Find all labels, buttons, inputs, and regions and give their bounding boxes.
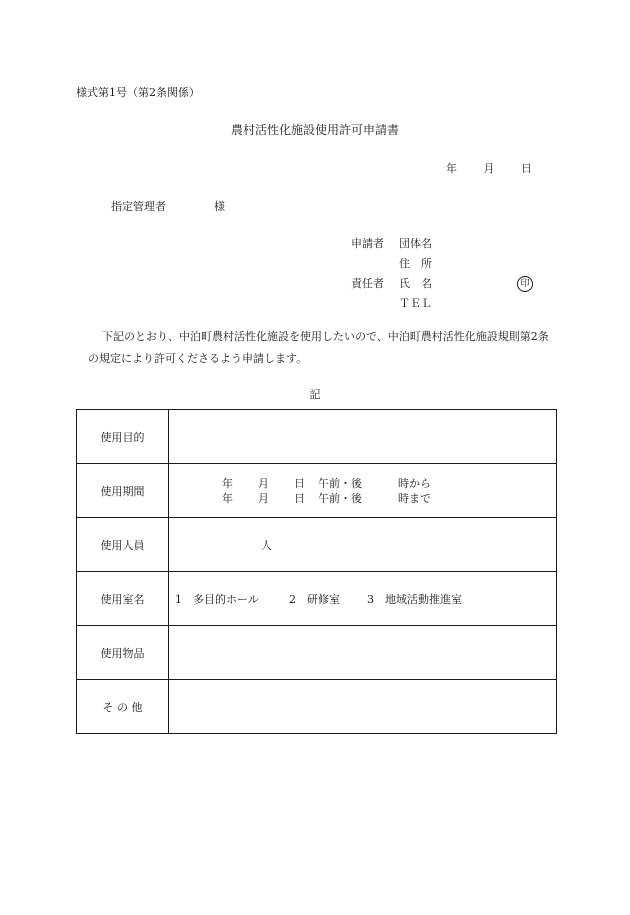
applicant-tel-row: [351, 294, 533, 314]
responsible-label: 責任者: [351, 277, 384, 290]
addressee-name: 指定管理者: [111, 200, 166, 213]
date-month: 月: [483, 162, 495, 175]
people-field[interactable]: [169, 518, 557, 572]
date-year: 年: [446, 162, 457, 175]
addressee: [111, 198, 225, 214]
other-field[interactable]: [169, 680, 557, 734]
period-from-line: [175, 476, 556, 491]
period-to-day: 日: [294, 491, 305, 505]
ki-heading: 記: [309, 388, 321, 401]
document-title: 農村活性化施設使用許可申請書: [230, 123, 399, 137]
name-label: 氏 名: [399, 277, 432, 290]
items-label: 使用物品: [77, 626, 169, 680]
people-label: 使用人員: [77, 518, 169, 572]
request-body-text: 下記のとおり、中泊町農村活性化施設を使用したいので、中泊町農村活性化施設規則第2条の規定により許可くださるよう申請します。: [88, 330, 549, 365]
applicant-name-row: [351, 274, 533, 294]
table-row-items: [77, 626, 557, 680]
table-row-room: [77, 572, 557, 626]
applicant-group-row: [351, 234, 533, 254]
period-from-day: 日: [294, 476, 305, 490]
room-option-num: 2: [289, 592, 296, 606]
other-label: そ の 他: [77, 680, 169, 734]
period-to-month: 月: [258, 491, 269, 505]
period-from-year: 年: [222, 476, 233, 490]
period-from-month: 月: [258, 476, 269, 490]
period-from-suffix: 時から: [398, 476, 431, 490]
seal-mark: 印: [517, 276, 533, 292]
table-row-period: [77, 464, 557, 518]
addressee-honorific: 様: [214, 200, 225, 213]
group-name-label: 団体名: [399, 237, 432, 250]
room-option-name: 研修室: [307, 592, 340, 606]
period-field[interactable]: [169, 464, 557, 518]
room-option-num: 3: [367, 592, 374, 606]
purpose-field[interactable]: [169, 410, 557, 464]
room-option-name: 地域活動推進室: [385, 592, 462, 606]
room-option-num: 1: [175, 592, 182, 606]
address-label: 住 所: [399, 257, 432, 270]
period-to-year: 年: [222, 491, 233, 505]
table-row-people: [77, 518, 557, 572]
table-row-purpose: [77, 410, 557, 464]
applicant-block: [351, 234, 533, 314]
purpose-label: 使用目的: [77, 410, 169, 464]
period-to-ampm: 午前・後: [318, 491, 362, 505]
table-row-other: [77, 680, 557, 734]
period-to-line: [175, 491, 556, 506]
applicant-label: 申請者: [351, 237, 384, 250]
period-from-ampm: 午前・後: [318, 476, 362, 490]
application-table: [76, 409, 557, 734]
applicant-address-row: [351, 254, 533, 274]
room-field[interactable]: [169, 572, 557, 626]
people-unit: 人: [261, 538, 272, 552]
tel-label: ＴＥＬ: [399, 297, 432, 310]
period-label: 使用期間: [77, 464, 169, 518]
period-to-suffix: 時まで: [398, 491, 431, 505]
room-label: 使用室名: [77, 572, 169, 626]
form-id: 様式第1号（第2条関係）: [76, 86, 200, 99]
date-row: [446, 160, 532, 176]
date-day: 日: [521, 162, 532, 175]
room-option-name: 多目的ホール: [193, 592, 259, 606]
items-field[interactable]: [169, 626, 557, 680]
